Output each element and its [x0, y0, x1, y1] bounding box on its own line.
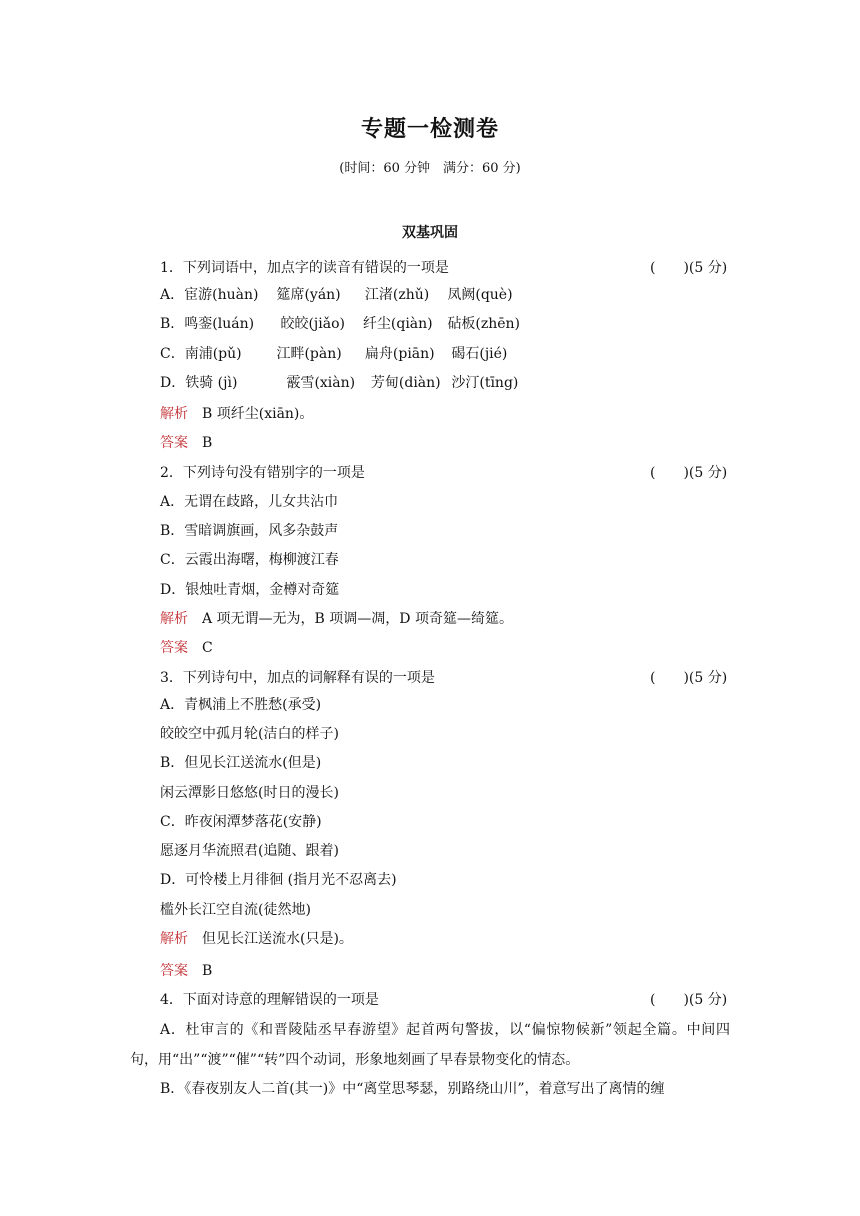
option-line: 槛外长江空自流(徒然地) — [160, 902, 311, 918]
analysis-tag: 解析 — [160, 931, 188, 947]
question-stem: 2．下列诗句没有错别字的一项是 — [160, 465, 365, 481]
option-item: 江畔(pàn) — [276, 346, 342, 362]
answer-text: B — [202, 963, 213, 979]
analysis-line — [160, 930, 353, 948]
page-title: 专题一检测卷 — [360, 117, 499, 142]
answer-tag: 答案 — [160, 963, 188, 979]
analysis-tag: 解析 — [160, 611, 188, 627]
option-row — [160, 286, 513, 304]
option-line: D．银烛吐青烟，金樽对奇筵 — [160, 582, 340, 598]
option-item: 筵席(yán) — [276, 287, 341, 303]
option-line: 愿逐月华流照君(追随、跟着) — [160, 843, 339, 859]
answer-tag: 答案 — [160, 435, 188, 451]
analysis-text: A 项无谓—无为，B 项调—凋，D 项奇筵—绮筵。 — [202, 611, 513, 627]
question-score: ( )(5 分) — [650, 465, 728, 481]
option-item: B．鸣銮(luán) — [160, 316, 255, 332]
question-stem: 4．下面对诗意的理解错误的一项是 — [160, 992, 379, 1008]
analysis-text: B 项纤尘(xiān)。 — [202, 406, 314, 422]
option-item: 沙汀(tīng) — [451, 375, 519, 391]
option-item: 皎皎(jiǎo) — [280, 316, 345, 332]
option-item: 江渚(zhǔ) — [364, 287, 430, 303]
option-line: C．昨夜闲潭梦落花(安静) — [160, 814, 322, 830]
option-paragraph: A．杜审言的《和晋陵陆丞早春游望》起首两句警拔，以“偏惊物候新”领起全篇。中间四句，用“出”“渡”“催”“转”四个动词，形象地刻画了早春景物变化的情态。 — [130, 1022, 730, 1068]
option-item: 纤尘(qiàn) — [362, 316, 433, 332]
answer-line — [160, 434, 212, 452]
option-paragraph: B．《春夜别友人二首(其一)》中“离堂思琴瑟，别路绕山川”，着意写出了离情的缠 — [160, 1081, 665, 1097]
question-score: ( )(5 分) — [650, 260, 728, 276]
answer-text: C — [202, 640, 213, 656]
option-line: A．无谓在歧路，儿女共沾巾 — [160, 494, 339, 510]
option-item: 霰雪(xiàn) — [286, 375, 356, 391]
option-item: D．铁骑 (jì) — [160, 375, 238, 391]
option-line: 皎皎空中孤月轮(洁白的样子) — [160, 726, 339, 742]
question-stem: 3．下列诗句中，加点的词解释有误的一项是 — [160, 670, 435, 686]
analysis-line — [160, 405, 313, 423]
option-item: A．宦游(huàn) — [160, 287, 259, 303]
option-line: D．可怜楼上月徘徊 (指月光不忍离去) — [160, 872, 397, 888]
option-line: C．云霞出海曙，梅柳渡江春 — [160, 552, 339, 568]
option-item: 扁舟(piān) — [364, 346, 435, 362]
option-row — [160, 345, 507, 363]
option-line: 闲云潭影日悠悠(时日的漫长) — [160, 785, 339, 801]
option-item: C．南浦(pǔ) — [160, 346, 242, 362]
question-stem: 1．下列词语中，加点字的读音有错误的一项是 — [160, 260, 449, 276]
answer-line — [160, 639, 213, 657]
question-score: ( )(5 分) — [650, 992, 728, 1008]
section-heading: 双基巩固 — [402, 225, 458, 241]
analysis-tag: 解析 — [160, 406, 188, 422]
option-line: A．青枫浦上不胜愁(承受) — [160, 697, 322, 713]
answer-text: B — [202, 435, 213, 451]
question-score: ( )(5 分) — [650, 670, 728, 686]
option-row — [160, 374, 518, 392]
option-line: B．雪暗调旗画，风多杂鼓声 — [160, 523, 339, 539]
exam-subtitle: (时间：60 分钟 满分：60 分) — [339, 161, 521, 176]
answer-tag: 答案 — [160, 640, 188, 656]
answer-line — [160, 962, 212, 980]
option-row — [160, 315, 520, 333]
option-item: 芳甸(diàn) — [370, 375, 441, 391]
option-line: B．但见长江送流水(但是) — [160, 755, 322, 771]
analysis-text: 但见长江送流水(只是)。 — [202, 931, 353, 947]
option-item: 碣石(jié) — [451, 346, 508, 362]
analysis-line — [160, 610, 513, 628]
option-item: 砧板(zhēn) — [447, 316, 520, 332]
option-item: 凤阙(què) — [447, 287, 513, 303]
